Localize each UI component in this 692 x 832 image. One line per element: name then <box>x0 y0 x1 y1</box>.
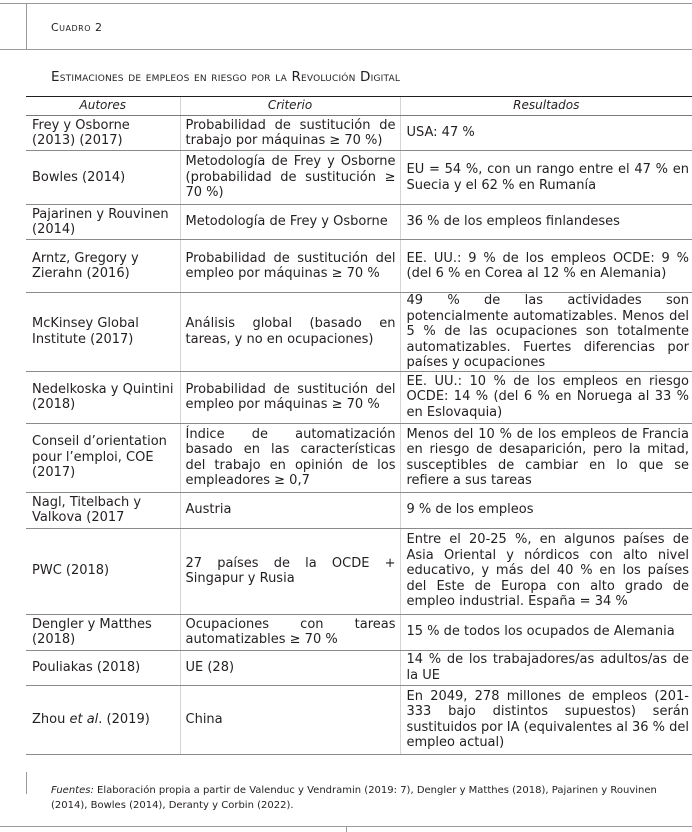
table-row <box>26 423 692 492</box>
cell-criteria: Análisis global (basado en tareas, y no en ocupaciones) <box>180 293 400 372</box>
authors-post: . (2019) <box>98 711 150 727</box>
table-title: Estimaciones de empleos en riesgo por la Revolución Digital <box>51 69 401 85</box>
cell-authors: Arntz, Gregory y Zierahn (2016) <box>26 240 180 293</box>
cell-criteria: China <box>180 685 400 754</box>
cell-results: Menos del 10 % de los empleos de Francia en riesgo de desaparición, pero la mitad, susceptibles de cambiar en lo que se refiere a sus tareas <box>400 423 692 492</box>
table-row <box>26 293 692 372</box>
bottom-tick <box>346 826 347 832</box>
top-rule <box>0 3 692 4</box>
cell-criteria: 27 países de la OCDE + Singapur y Rusia <box>180 528 400 614</box>
table-row <box>26 650 692 685</box>
source-text: Elaboración propia a partir de Valenduc y Vendramin (2019: 7), Dengler y Matthes (2018), Pajarinen y Rouvinen (2014), Bowles (2014), Deranty y Corbin (2022). <box>51 785 657 811</box>
cell-results: EU = 54 %, con un rango entre el 47 % en Suecia y el 62 % en Rumanía <box>400 151 692 205</box>
table-row <box>26 528 692 614</box>
cell-results: 15 % de todos los ocupados de Alemania <box>400 614 692 650</box>
cell-results: 14 % de los trabajadores/as adultos/as de la UE <box>400 650 692 685</box>
cell-authors: Pouliakas (2018) <box>26 650 180 685</box>
header-criteria: Criterio <box>180 97 400 116</box>
cell-authors: PWC (2018) <box>26 528 180 614</box>
table-row <box>26 614 692 650</box>
cell-results: 49 % de las actividades son potencialmente automatizables. Menos del 5 % de las ocupaciones son totalmente automatizables. Fuertes diferencias por países y ocupaciones <box>400 293 692 372</box>
cell-criteria: Metodología de Frey y Osborne <box>180 205 400 240</box>
cell-criteria: Índice de automatización basado en las características del trabajo en opinión de los empleadores ≥ 0,7 <box>180 423 400 492</box>
cell-results: En 2049, 278 millones de empleos (201-333 bajo distintos supuestos) serán sustituidos por IA (equivalentes al 36 % del empleo actual) <box>400 685 692 754</box>
estimates-table <box>26 97 692 755</box>
cell-criteria: Ocupaciones con tareas automatizables ≥ 70 % <box>180 614 400 650</box>
source-label: Fuentes: <box>51 785 94 796</box>
cell-results: USA: 47 % <box>400 116 692 151</box>
cell-authors: Nedelkoska y Quintini (2018) <box>26 371 180 423</box>
table-label: Cuadro 2 <box>51 21 103 34</box>
table-row <box>26 116 692 151</box>
cell-authors: Conseil d’orientation pour l’emploi, COE (2017) <box>26 423 180 492</box>
header-authors: Autores <box>26 97 180 116</box>
header-results: Resultados <box>400 97 692 116</box>
cell-criteria: Probabilidad de sustitución del empleo por máquinas ≥ 70 % <box>180 240 400 293</box>
header-rule <box>0 49 692 50</box>
authors-pre: Zhou <box>32 711 70 727</box>
cell-criteria: Probabilidad de sustitución de trabajo por máquinas ≥ 70 %) <box>180 116 400 151</box>
cell-results: EE. UU.: 10 % de los empleos en riesgo OCDE: 14 % (del 6 % en Noruega al 33 % en Eslovaquia) <box>400 371 692 423</box>
cell-results: 9 % de los empleos <box>400 492 692 528</box>
table-row <box>26 205 692 240</box>
authors-italic: et al <box>69 711 99 727</box>
table-row <box>26 240 692 293</box>
source-note <box>51 783 681 813</box>
table-row <box>26 371 692 423</box>
cell-criteria: UE (28) <box>180 650 400 685</box>
cell-results: EE. UU.: 9 % de los empleos OCDE: 9 % (del 6 % en Corea al 12 % en Alemania) <box>400 240 692 293</box>
cell-authors: Dengler y Matthes (2018) <box>26 614 180 650</box>
left-margin-rule <box>26 3 27 49</box>
cell-criteria: Probabilidad de sustitución del empleo por máquinas ≥ 70 % <box>180 371 400 423</box>
cell-authors: McKinsey Global Institute (2017) <box>26 293 180 372</box>
cell-results: Entre el 20-25 %, en algunos países de Asia Oriental y nórdicos con alto nivel educativo, y más del 40 % en los países del Este de Europa con alto grado de empleo industrial. España = 34 % <box>400 528 692 614</box>
header-row <box>26 97 692 116</box>
cell-authors: Bowles (2014) <box>26 151 180 205</box>
cell-authors: Pajarinen y Rouvinen (2014) <box>26 205 180 240</box>
cell-authors: Nagl, Titelbach y Valkova (2017 <box>26 492 180 528</box>
cell-authors: Frey y Osborne (2013) (2017) <box>26 116 180 151</box>
table-row <box>26 685 692 754</box>
left-footer-rule <box>26 772 27 794</box>
cell-results: 36 % de los empleos finlandeses <box>400 205 692 240</box>
table-row <box>26 492 692 528</box>
cell-authors <box>26 685 180 754</box>
cell-criteria: Austria <box>180 492 400 528</box>
table-row <box>26 151 692 205</box>
cell-criteria: Metodología de Frey y Osborne (probabilidad de sustitución ≥ 70 %) <box>180 151 400 205</box>
